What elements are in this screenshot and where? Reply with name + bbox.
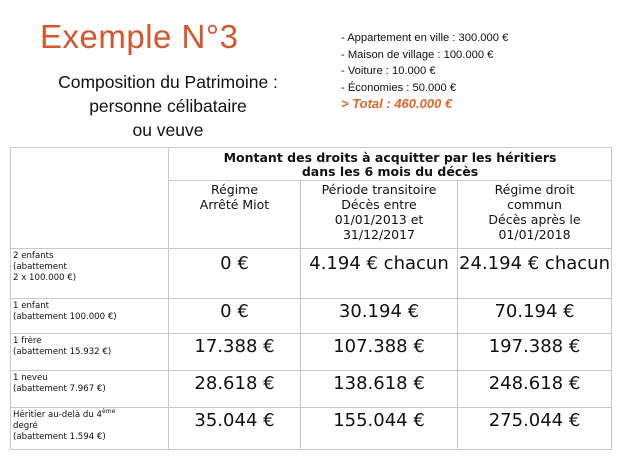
asset-item: - Maison de village : 100.000 € bbox=[341, 48, 494, 61]
row-label-line: degré bbox=[13, 421, 38, 431]
row-label-line bbox=[13, 410, 166, 421]
column-header-droit-commun bbox=[458, 181, 612, 249]
value-cell: 4.194 € chacun bbox=[301, 249, 458, 299]
value-cell: 0 € bbox=[169, 299, 301, 334]
column-header-line: 31/12/2017 bbox=[342, 227, 416, 242]
value-cell: 197.388 € bbox=[458, 334, 612, 371]
value-cell: 0 € bbox=[169, 249, 301, 299]
subtitle-line-2: personne célibataire bbox=[89, 96, 247, 116]
table-row bbox=[11, 408, 612, 450]
table-main-header bbox=[169, 148, 612, 181]
value-cell: 17.388 € bbox=[169, 334, 301, 371]
column-header-line: Régime droit bbox=[494, 182, 575, 197]
row-label-heritier-4e-degre bbox=[11, 408, 169, 450]
value-cell: 275.044 € bbox=[458, 408, 612, 450]
column-header-line: Régime bbox=[210, 182, 259, 197]
row-label-superscript: ème bbox=[102, 408, 116, 416]
value-cell: 138.618 € bbox=[301, 371, 458, 408]
row-label-2-enfants bbox=[11, 249, 169, 299]
row-label-line: (abattement 15.932 €) bbox=[13, 347, 112, 357]
column-header-line: 01/01/2013 et bbox=[334, 212, 424, 227]
row-label-line: 1 enfant bbox=[13, 301, 50, 311]
table-row bbox=[11, 334, 612, 371]
value-cell: 248.618 € bbox=[458, 371, 612, 408]
subtitle-line-3: ou veuve bbox=[132, 120, 204, 140]
row-label-1-frere bbox=[11, 334, 169, 371]
value-cell: 35.044 € bbox=[169, 408, 301, 450]
value-cell: 155.044 € bbox=[301, 408, 458, 450]
column-header-line: Période transitoire bbox=[321, 182, 437, 197]
column-header-arrete-miot bbox=[169, 181, 301, 249]
patrimony-composition-heading bbox=[28, 70, 308, 142]
table-header-row bbox=[11, 148, 612, 181]
column-header-line: Décès après le bbox=[488, 212, 581, 227]
slide-title: Exemple N°3 bbox=[40, 18, 239, 55]
row-label-line: (abattement 1.594 €) bbox=[13, 432, 106, 442]
value-cell: 28.618 € bbox=[169, 371, 301, 408]
assets-list bbox=[341, 30, 508, 113]
main-header-line: Montant des droits à acquitter par les héritiers bbox=[223, 150, 557, 165]
asset-item: - Appartement en ville : 300.000 € bbox=[341, 32, 509, 44]
column-header-line: Décès entre bbox=[341, 197, 417, 212]
asset-item: - Voiture : 10.000 € bbox=[341, 65, 436, 78]
column-header-line: Arrêté Miot bbox=[199, 197, 270, 212]
value-cell: 107.388 € bbox=[301, 334, 458, 371]
asset-item: - Économies : 50.000 € bbox=[341, 81, 457, 94]
table-corner-cell bbox=[11, 148, 169, 249]
column-header-line: 01/01/2018 bbox=[498, 227, 571, 242]
table-row bbox=[11, 371, 612, 408]
assets-total: > Total : 460.000 € bbox=[341, 96, 453, 112]
value-cell: 70.194 € bbox=[458, 299, 612, 334]
row-label-line: 1 neveu bbox=[13, 373, 48, 383]
row-label-line: (abattement bbox=[13, 262, 67, 272]
value-cell: 24.194 € chacun bbox=[458, 249, 612, 299]
inheritance-duties-table bbox=[10, 147, 612, 450]
row-label-line: 2 enfants bbox=[13, 251, 54, 261]
table-row bbox=[11, 249, 612, 299]
value-cell: 30.194 € bbox=[301, 299, 458, 334]
row-label-1-enfant bbox=[11, 299, 169, 334]
subtitle-line-1: Composition du Patrimoine : bbox=[58, 72, 278, 92]
row-label-line: (abattement 7.967 €) bbox=[13, 384, 106, 394]
main-header-line: dans les 6 mois du décès bbox=[301, 164, 479, 179]
table-row bbox=[11, 299, 612, 334]
column-header-transitoire bbox=[301, 181, 458, 249]
column-header-line: commun bbox=[507, 197, 562, 212]
row-label-1-neveu bbox=[11, 371, 169, 408]
row-label-line: (abattement 100.000 €) bbox=[13, 312, 117, 322]
row-label-line: 1 frère bbox=[13, 336, 42, 346]
row-label-line: 2 x 100.000 €) bbox=[13, 273, 77, 283]
row-label-main: Héritier au-delà du 4 bbox=[13, 410, 103, 420]
